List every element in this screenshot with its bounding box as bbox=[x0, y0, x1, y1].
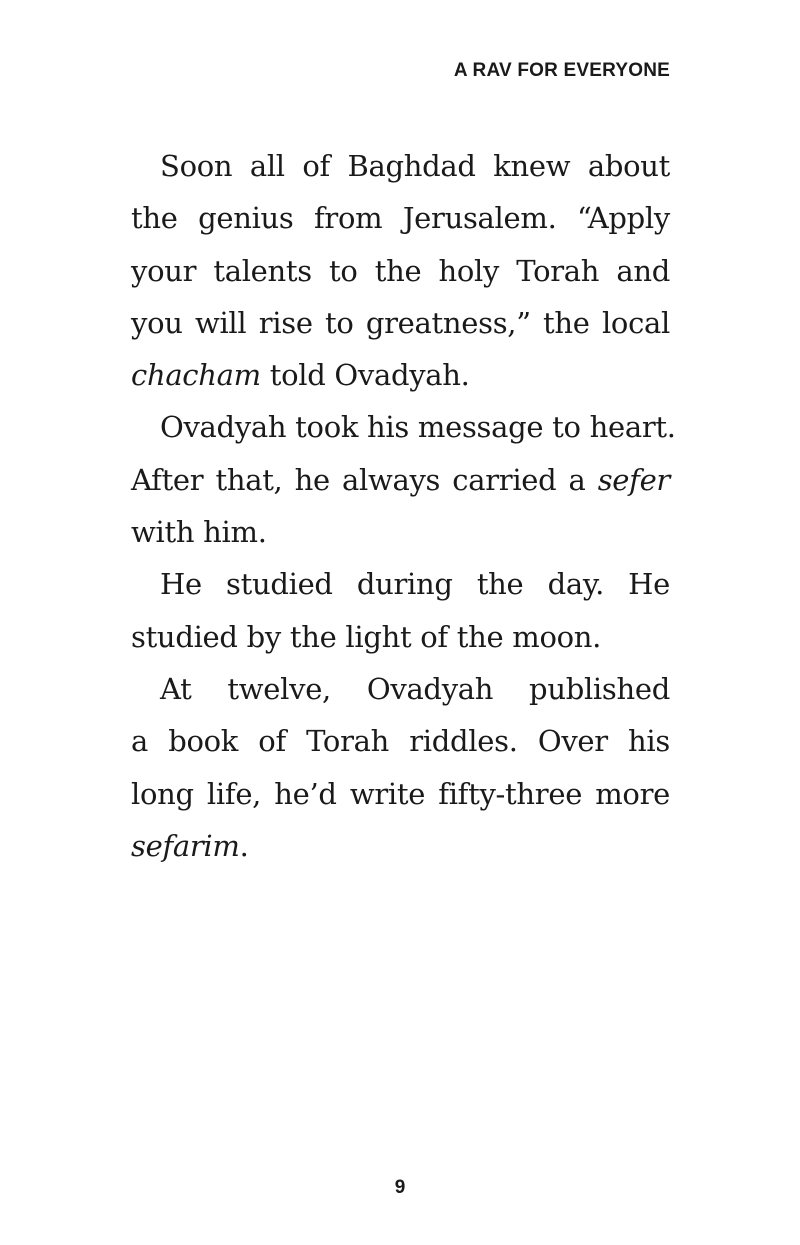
paragraph bbox=[131, 401, 676, 558]
italic-term: sefarim bbox=[131, 828, 240, 863]
text-line: After that, he always carried a sefer bbox=[131, 462, 670, 497]
text-line: studied by the light of the moon. bbox=[131, 619, 602, 654]
italic-term: chacham bbox=[131, 358, 261, 393]
text-line: sefarim. bbox=[131, 828, 249, 863]
text-line: Soon all of Baghdad knew about bbox=[160, 149, 670, 183]
text-line: He studied during the day. He bbox=[160, 567, 670, 602]
paragraph bbox=[131, 140, 670, 401]
text-line: your talents to the holy Torah and bbox=[131, 253, 670, 288]
text-line: you will rise to greatness,” the local bbox=[131, 305, 670, 340]
text-line: At twelve, Ovadyah published bbox=[160, 671, 670, 706]
italic-term: sefer bbox=[597, 462, 670, 497]
text-line: a book of Torah riddles. Over his bbox=[131, 724, 670, 759]
page-number: 9 bbox=[394, 1177, 406, 1198]
text-line: chacham told Ovadyah. bbox=[131, 358, 470, 393]
paragraph bbox=[131, 663, 670, 872]
text-line: long life, he’d write fifty-three more bbox=[131, 776, 670, 811]
text-line: the genius from Jerusalem. “Apply bbox=[131, 201, 670, 236]
text-line: Ovadyah took his message to heart. bbox=[160, 410, 676, 445]
paragraph bbox=[131, 558, 670, 663]
running-header: A RAV FOR EVERYONE bbox=[453, 60, 670, 81]
text-line: with him. bbox=[131, 515, 267, 550]
body-text bbox=[131, 140, 676, 872]
